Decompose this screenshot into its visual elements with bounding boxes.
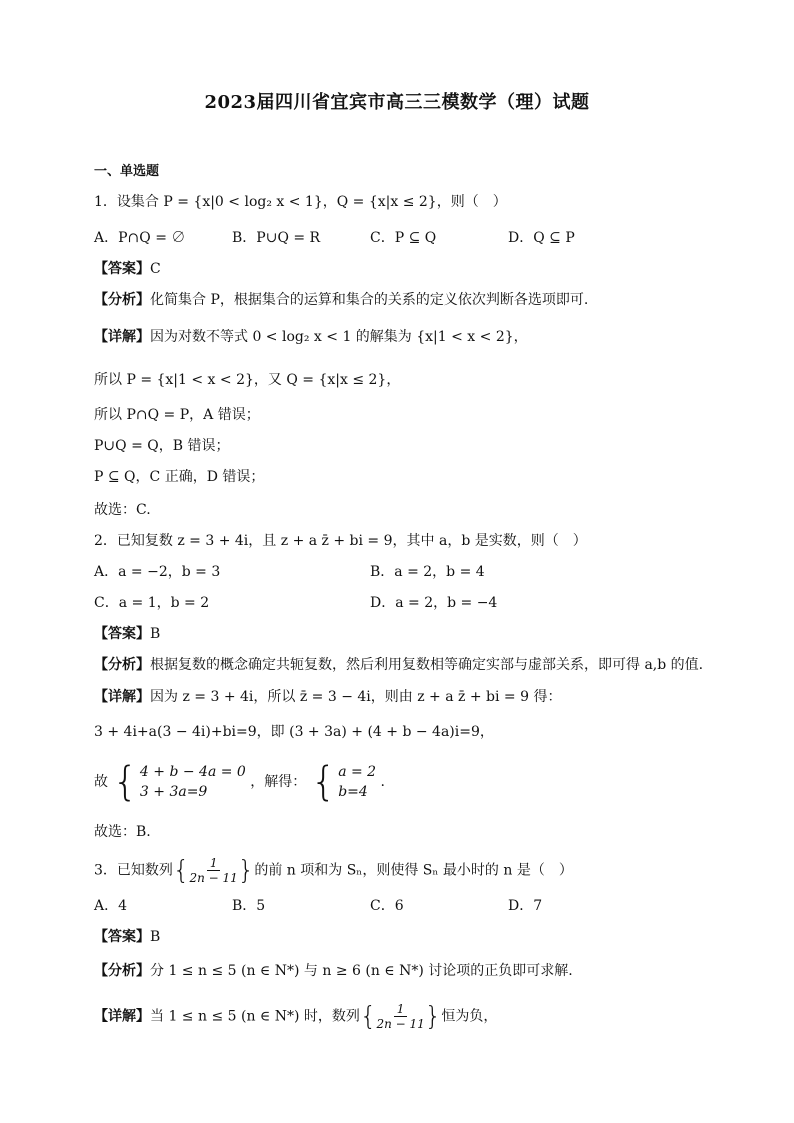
left-brace-icon: { — [172, 855, 190, 886]
q2-line-1: 3 + 4i+a(3 − 4i)+bi=9，即 (3 + 3a) + (4 + b − 4a)i=9， — [94, 724, 494, 740]
q3-answer — [94, 927, 160, 947]
page-title: 2023届四川省宜宾市高三三模数学（理）试题 — [204, 92, 590, 113]
section-heading: 一、单选题 — [94, 164, 160, 179]
q2-equation-system — [94, 759, 385, 805]
detail-pre: 当 1 ≤ n ≤ 5 (n ∈ N*) 时，数列 — [150, 1008, 360, 1025]
left-brace-icon: { — [359, 1001, 377, 1032]
detail-tag: 【详解】 — [94, 1008, 150, 1025]
detail-tag: 【详解】 — [94, 329, 150, 345]
q2-option-d: D．a = 2，b = −4 — [370, 595, 498, 611]
fraction-denominator: 2n − 11 — [189, 871, 238, 885]
fraction — [376, 1002, 424, 1031]
analysis-tag: 【分析】 — [94, 292, 150, 308]
analysis-tag: 【分析】 — [94, 963, 150, 979]
q2-stem: 2．已知复数 z = 3 + 4i，且 z + a z̄ + bi = 9，其中 a，b 是实数，则（ ） — [94, 533, 587, 549]
system-1 — [112, 759, 246, 805]
analysis-text: 化简集合 P，根据集合的运算和集合的关系的定义依次判断各选项即可. — [150, 292, 589, 308]
detail-post: 恒为负， — [441, 1008, 498, 1025]
right-brace-icon: } — [424, 1001, 442, 1032]
left-brace-icon: { — [310, 759, 337, 805]
system-2-row-2: b=4 — [338, 784, 368, 800]
q1-detail — [94, 327, 528, 347]
q2-option-c: C．a = 1，b = 2 — [94, 595, 210, 611]
system-1-row-1: 4 + b − 4a = 0 — [139, 764, 246, 780]
fraction-numerator: 1 — [207, 856, 221, 871]
q3-option-c: C．6 — [370, 898, 404, 914]
fraction-denominator: 2n − 11 — [376, 1017, 425, 1031]
analysis-text: 根据复数的概念确定共轭复数，然后利用复数相等确定实部与虚部关系，即可得 a,b 的值. — [150, 657, 704, 673]
system-1-row-2: 3 + 3a=9 — [139, 784, 208, 800]
q2-analysis — [94, 655, 703, 675]
system-2-row-1: a = 2 — [338, 764, 377, 780]
q3-stem — [94, 856, 573, 885]
q1-line-3: P∪Q = Q，B 错误； — [94, 438, 230, 454]
q1-line-1: 所以 P = {x|1 < x < 2}，又 Q = {x|x ≤ 2}， — [94, 372, 401, 388]
q1-analysis — [94, 290, 588, 310]
q1-option-c: C．P ⊆ Q — [370, 230, 437, 246]
system-end: . — [380, 774, 385, 790]
fraction-numerator: 1 — [394, 1002, 408, 1017]
detail-text: 因为对数不等式 0 < log₂ x < 1 的解集为 {x|1 < x < 2}， — [150, 329, 528, 345]
answer-tag: 【答案】 — [94, 626, 150, 642]
fraction — [189, 856, 237, 885]
q1-answer — [94, 259, 161, 279]
answer-value: B — [150, 929, 161, 945]
q1-option-d: D．Q ⊆ P — [508, 230, 575, 246]
q3-analysis — [94, 961, 573, 981]
detail-tag: 【详解】 — [94, 689, 150, 705]
left-brace-icon: { — [112, 759, 138, 805]
q2-option-a: A．a = −2，b = 3 — [94, 564, 221, 580]
q3-option-b: B．5 — [232, 898, 266, 914]
answer-value: C — [150, 261, 161, 277]
system-mid: ，解得： — [250, 774, 307, 790]
system-prefix: 故 — [94, 774, 108, 790]
q1-line-2: 所以 P∩Q = P，A 错误； — [94, 407, 260, 423]
q2-conclusion: 故选：B. — [94, 824, 151, 840]
q3-option-d: D．7 — [508, 898, 543, 914]
q3-stem-pre: 3．已知数列 — [94, 862, 173, 879]
q3-option-a: A．4 — [94, 898, 128, 914]
q3-detail — [94, 1002, 497, 1031]
answer-tag: 【答案】 — [94, 929, 150, 945]
q2-answer — [94, 624, 160, 644]
right-brace-icon: } — [237, 855, 255, 886]
q1-option-a: A．P∩Q = ∅ — [94, 230, 186, 246]
q2-detail — [94, 687, 561, 707]
q1-line-5: 故选：C. — [94, 502, 151, 518]
analysis-tag: 【分析】 — [94, 657, 150, 673]
answer-value: B — [150, 626, 161, 642]
q1-stem: 1．设集合 P = {x|0 < log₂ x < 1}，Q = {x|x ≤ 2}，则（ ） — [94, 194, 507, 210]
system-2 — [310, 759, 377, 805]
q1-line-4: P ⊆ Q，C 正确，D 错误； — [94, 469, 265, 485]
answer-tag: 【答案】 — [94, 261, 150, 277]
q2-option-b: B．a = 2，b = 4 — [370, 564, 485, 580]
q3-stem-post: 的前 n 项和为 Sₙ，则使得 Sₙ 最小时的 n 是（ ） — [254, 862, 573, 879]
detail-text: 因为 z = 3 + 4i，所以 z̄ = 3 − 4i，则由 z + a z̄ + bi = 9 得： — [150, 689, 562, 705]
analysis-text: 分 1 ≤ n ≤ 5 (n ∈ N*) 与 n ≥ 6 (n ∈ N*) 讨论项的正负即可求解. — [150, 963, 573, 979]
q1-option-b: B．P∪Q = R — [232, 230, 321, 246]
